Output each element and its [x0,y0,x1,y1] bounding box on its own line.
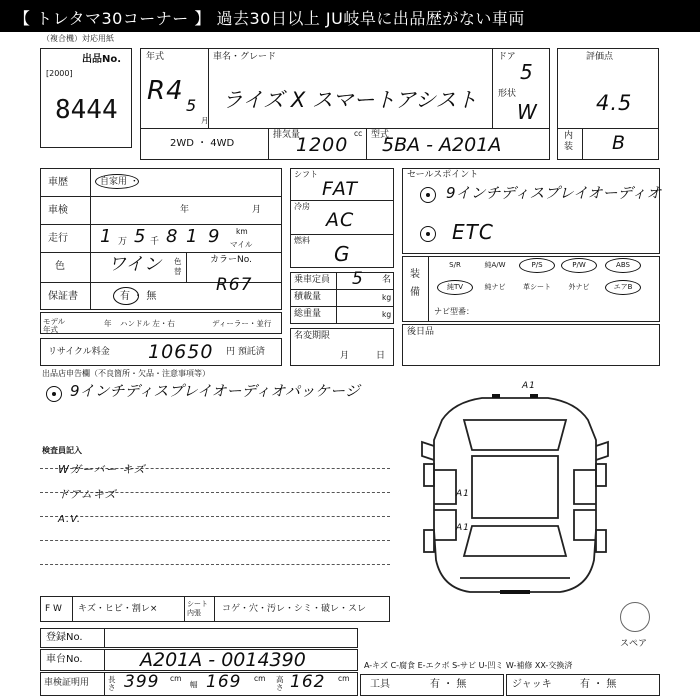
body-label: 形状 [498,89,517,99]
shift-label: シフト [294,170,318,179]
equipment-option: P/S [531,261,543,269]
inspection-label: 車検 [48,205,68,216]
color-change-label: 色替 [174,257,182,276]
jack-options: 有 ・ 無 [580,679,617,690]
inspection-year: 年 [180,205,190,215]
notes-value: 9インチディスプレイオーディオパッケージ [70,382,360,400]
cert-unit-3: cm [338,674,350,683]
car-diagram [420,380,610,610]
displacement-label: 排気量 [273,130,301,140]
equipment-option: S/R [449,261,461,269]
mileage-man: 万 [118,237,128,247]
model-year-label: モデル年式 [43,317,66,334]
warranty-label: 保証書 [48,291,78,302]
cert-length-label: 長さ [108,675,116,692]
selling-points-block [402,168,660,254]
after-date-block [402,324,660,366]
color-code: R67 [216,275,253,295]
shift-value: FAT [322,178,359,200]
model-label: 型式 [371,130,390,140]
fw-value: キズ・ヒビ・割レ× [78,604,158,614]
cert-unit-2: cm [254,674,266,683]
lot-label: 出品No. [82,54,122,65]
deadline-day: 日 [376,351,386,361]
mileage-d5: 9 [208,226,221,247]
cert-height-label: 高さ [276,675,284,692]
fuel-label: 燃料 [294,236,310,245]
inspection-month: 月 [252,205,262,215]
equipment-option: 革シート [523,283,551,291]
car-label: 車名・グレード [213,52,277,62]
notes-label: 出品店申告欄（不良箇所・欠品・注意事項等） [42,369,210,378]
displacement-value: 1200 [296,134,349,156]
header-subtitle: （複合機）対応用紙 [42,34,114,43]
equipment-option-circle [605,258,641,273]
tools-label: 工具 [370,679,390,690]
drive-label: 2WD ・ 4WD [170,138,235,149]
fw-label: F W [45,604,62,614]
mileage-d4: 1 [186,226,199,247]
mileage-label: 走行 [48,233,68,244]
equipment-label: 装備 [410,269,420,298]
capacity-label: 乗車定員 [294,275,331,285]
displacement-unit: cc [354,129,363,138]
car-value: ライズ X スマートアシスト [222,88,478,112]
gross-label: 総重量 [294,309,322,319]
year-value: R4 [147,76,184,106]
equipment-option: エアB [613,283,633,291]
interior-value: B [612,132,627,154]
inspector-line-3: A.V. [58,514,82,525]
equipment-option: 純ナビ [484,283,506,291]
color-label: 色 [55,261,65,272]
tools-options: 有 ・ 無 [430,679,467,690]
diagram-mark-2: A1 [456,489,470,499]
history-label: 車歴 [48,177,68,188]
equipment-option: ABS [616,261,630,269]
jack-label: ジャッキ [512,679,552,690]
diagram-mark-1: A1 [522,381,536,391]
inspector-line-2: ドアムキズ [58,488,117,501]
mileage-sen: 千 [150,237,160,247]
model-year-dealer: ディーラー・並行 [212,319,272,328]
seat-value: コゲ・穴・汚レ・シミ・破レ・スレ [222,604,367,614]
chassis-value: A201A - 0014390 [140,649,306,671]
inspector-line-1: Wガーバー キズ [58,463,146,476]
recycle-label: リサイクル料金 [48,347,110,357]
warranty-circle [113,287,139,305]
seat-label: シート内張 [187,600,208,617]
recycle-unit: 円 預託済 [226,347,265,357]
equipment-option: 外ナビ [568,283,590,291]
spare-tire-icon [620,602,650,632]
body-value: W [517,100,538,124]
selling-point-2: ETC [452,220,494,244]
rating-label: 評価点 [586,52,614,62]
cert-width: 169 [206,672,242,692]
equipment-option: P/W [572,261,586,269]
warranty-options: 有 ・ 無 [120,291,157,302]
after-date-label: 後日品 [407,327,435,337]
mileage-d1: 1 [100,226,113,247]
equipment-option-circle [605,280,641,295]
lot-number: 8444 [55,95,118,125]
history-circle [95,174,139,189]
deadline-label: 名変期限 [294,331,331,341]
color-code-label: カラーNo. [210,255,252,265]
model-value: 5BA - A201A [382,134,502,156]
load-label: 積載量 [294,292,322,302]
deadline-month: 月 [340,351,350,361]
door-label: ドア [498,52,516,62]
capacity-value: 5 [352,269,364,289]
mileage-d2: 5 [134,226,147,247]
cooling-label: 冷房 [294,202,310,211]
header-title: 【 トレタマ30コーナー 】 過去30日以上 JU岐阜に出品歴がない車両 [14,9,525,28]
rating-value: 4.5 [596,91,633,115]
year-label: 年式 [146,52,165,62]
cert-length: 399 [124,672,160,692]
lot-stamp: [2000] [46,69,73,78]
history-options: 自家用 ・ [100,177,139,187]
cert-height: 162 [290,672,326,692]
spare-label: スペア [620,639,648,649]
color-value: ワイン [108,254,162,275]
recycle-value: 10650 [148,341,214,363]
cert-width-label: 幅 [190,680,198,689]
fuel-value: G [334,242,351,266]
legend-text: A-キズ C-腐食 E-エクボ S-サビ U-凹ミ W-補修 XX-交換済 [364,661,573,670]
registration-row [40,628,358,648]
equipment-option: 純A/W [484,261,506,269]
selling-point-1: 9インチディスプレイオーディオ [446,184,662,202]
cert-label: 車検証明用 [44,678,90,688]
equipment-option-circle [437,280,473,295]
mileage-unit-mile: マイル [230,240,253,249]
equipment-option: 純TV [446,283,464,291]
year-month: 5 [186,96,198,115]
cooling-value: AC [326,209,355,231]
mileage-d3: 8 [166,226,179,247]
model-year-year: 年 [104,319,112,328]
equipment-option-circle [561,258,597,273]
selling-points-label: セールスポイント [407,170,479,180]
cert-unit-1: cm [170,674,182,683]
mileage-unit-km: km [236,227,248,236]
gross-unit: kg [382,310,392,319]
inspector-label: 検査員記入 [42,446,82,455]
diagram-mark-3: A1 [456,523,470,533]
door-value: 5 [520,60,534,84]
capacity-unit: 名 [382,275,392,285]
load-unit: kg [382,293,392,302]
equipment-option-circle [519,258,555,273]
interior-label: 内装 [564,131,574,152]
year-month-unit: 月 [201,116,209,125]
model-year-handle: ハンドル 左・右 [120,319,175,328]
chassis-label: 車台No. [46,654,83,665]
registration-label: 登録No. [46,632,83,643]
navi-label: ナビ型番： [434,307,474,316]
